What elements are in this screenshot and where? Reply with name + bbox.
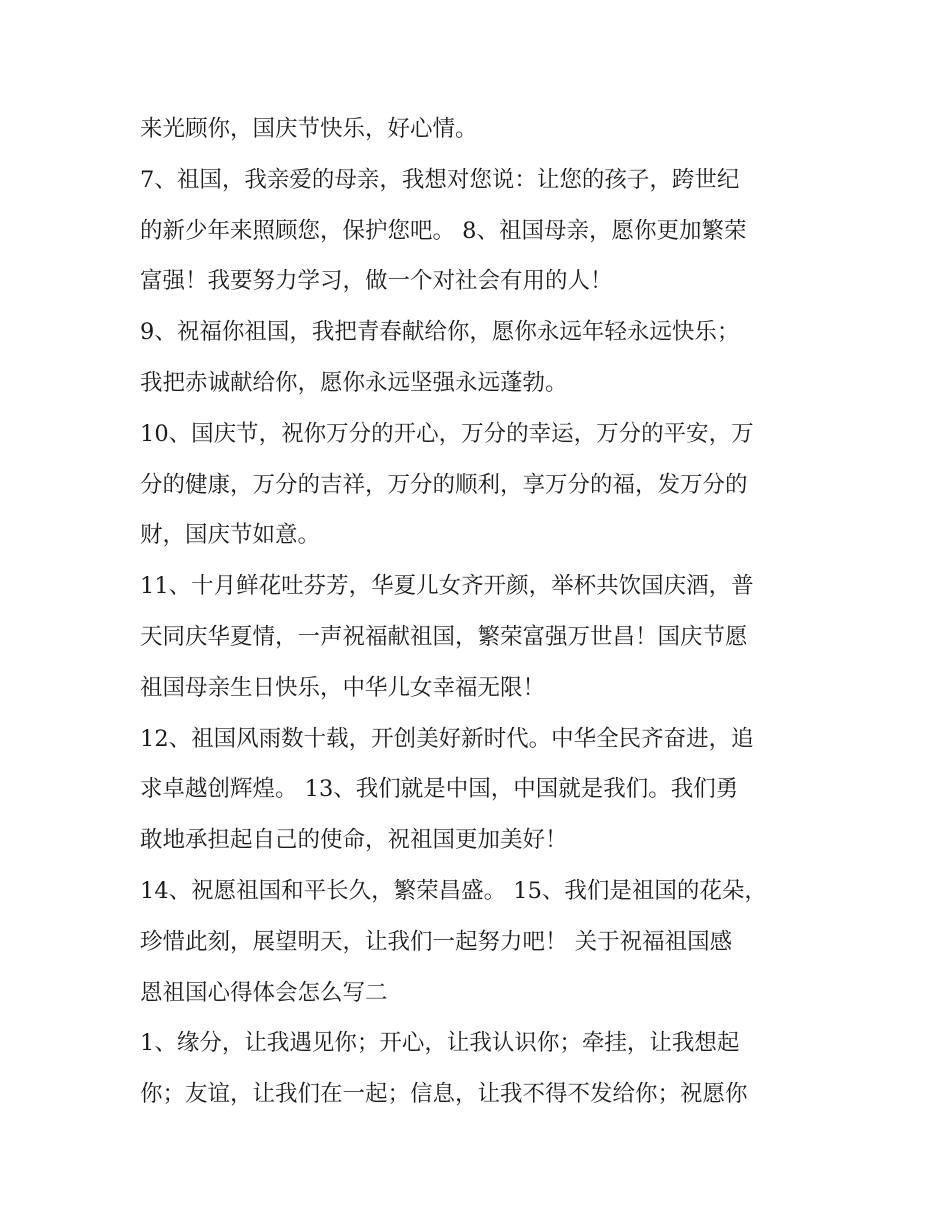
text-line: 14、祝愿祖国和平长久，繁荣昌盛。 15、我们是祖国的花朵， [140,877,767,904]
text-line: 9、祝福你祖国，我把青春献给你，愿你永远年轻永远快乐； [140,319,740,346]
text-line: 12、祖国风雨数十载，开创美好新时代。中华全民齐奋进，追 [140,725,754,752]
text-line: 财，国庆节如意。 [140,522,321,549]
text-line: 天同庆华夏情，一声祝福献祖国，繁荣富强万世昌！国庆节愿 [140,623,748,650]
text-line: 你；友谊，让我们在一起；信息，让我不得不发给你；祝愿你 [140,1081,748,1108]
document-body [140,104,820,1120]
text-line: 恩祖国心得体会怎么写二 [140,979,388,1006]
text-line: 的新少年来照顾您，保护您吧。 8、祖国母亲，愿你更加繁荣 [140,217,747,244]
text-line: 11、十月鲜花吐芬芳，华夏儿女齐开颜，举杯共饮国庆酒，普 [140,573,754,600]
text-line: 富强！我要努力学习，做一个对社会有用的人！ [140,268,613,295]
text-line: 敢地承担起自己的使命，祝祖国更加美好！ [140,827,568,854]
text-line: 10、国庆节，祝你万分的开心，万分的幸运，万分的平安，万 [140,420,754,447]
text-line: 祖国母亲生日快乐，中华儿女幸福无限！ [140,674,546,701]
text-line: 7、祖国，我亲爱的母亲，我想对您说：让您的孩子，跨世纪 [140,166,740,193]
text-line: 珍惜此刻，展望明天，让我们一起努力吧！ 关于祝福祖国感 [140,928,733,955]
text-line: 我把赤诚献给你，愿你永远坚强永远蓬勃。 [140,369,568,396]
text-line: 求卓越创辉煌。 13、我们就是中国，中国就是我们。我们勇 [140,776,739,803]
text-line: 分的健康，万分的吉祥，万分的顺利，享万分的福，发万分的 [140,471,748,498]
text-line: 1、缘分，让我遇见你；开心，让我认识你；牵挂，让我想起 [140,1030,740,1057]
text-line: 来光顾你，国庆节快乐，好心情。 [140,116,478,142]
